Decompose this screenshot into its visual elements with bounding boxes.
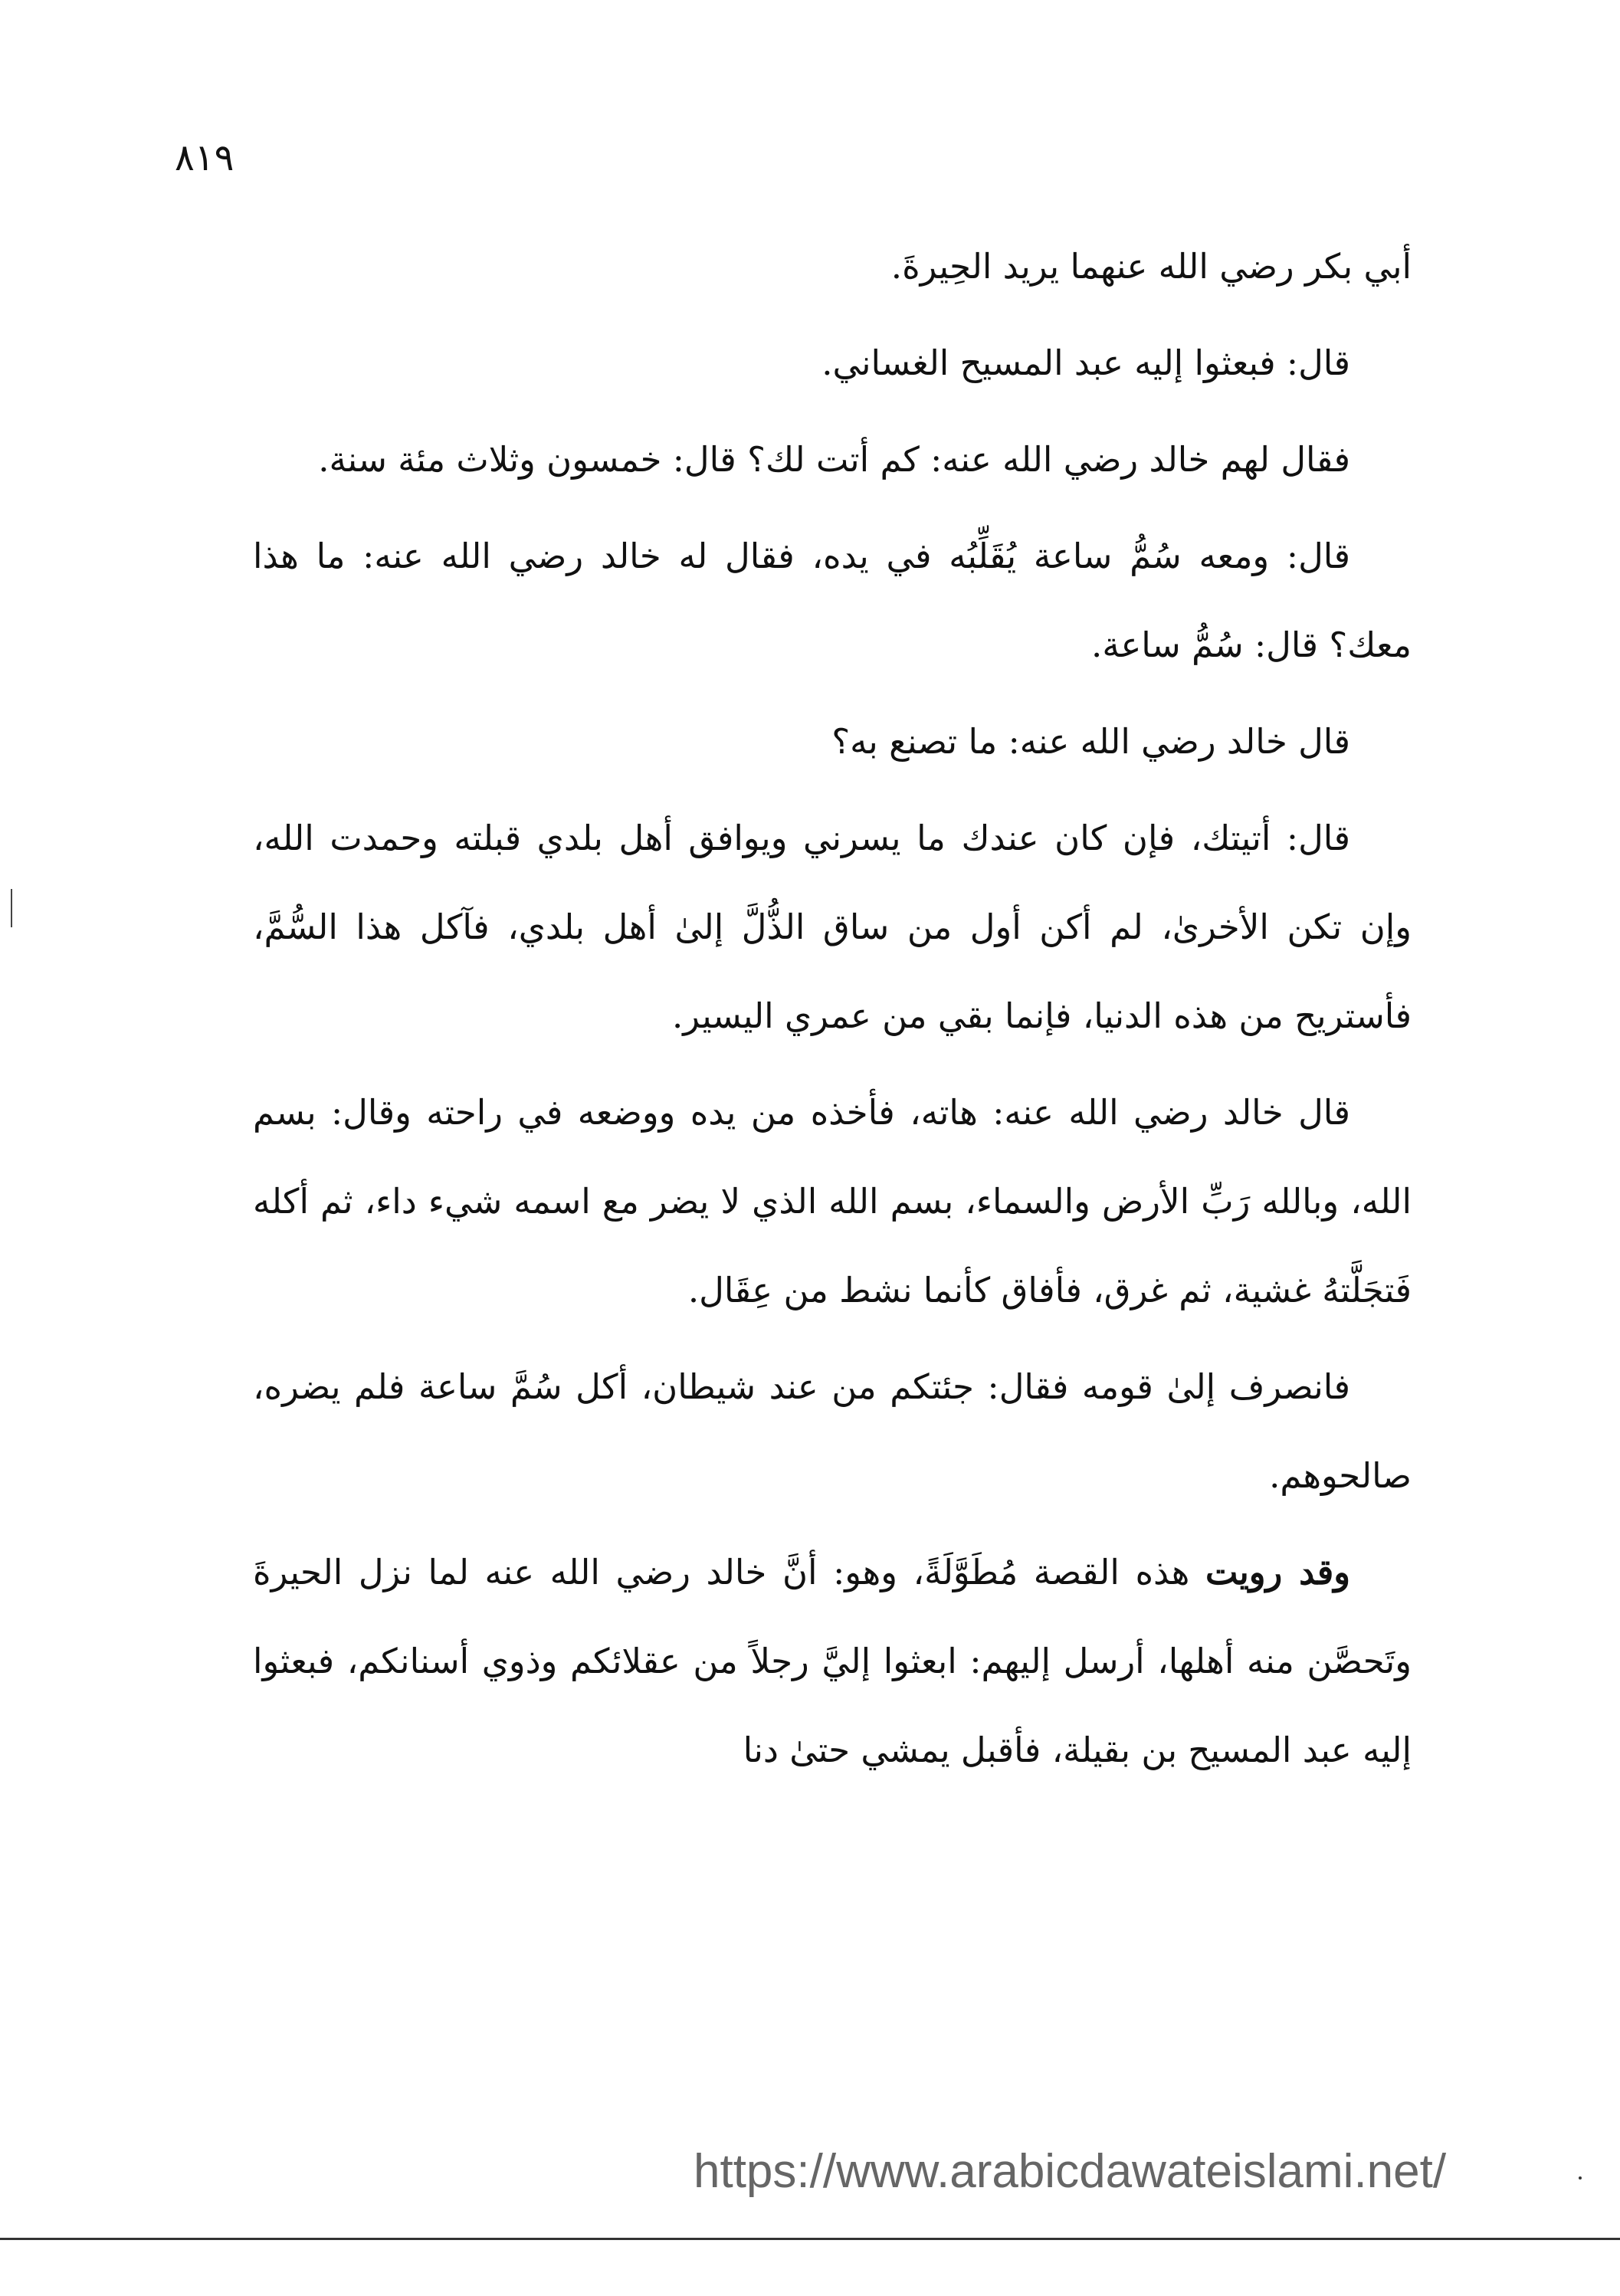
scan-edge-mark: [11, 889, 12, 927]
body-text: [253, 222, 1412, 1802]
paragraph-6: قال: أتيتك، فإن كان عندك ما يسرني ويوافق أهل بلدي قبلته وحمدت الله، وإن تكن الأخرىٰ، لم أكن أول من ساق الذُّلَّ إلىٰ أهل بلدي، فآكل هذا السُّمَّ، فأستريح من هذه الدنيا، فإنما بقي من عمري اليسير.: [253, 818, 1412, 1036]
paragraph-4: قال: ومعه سُمُّ ساعة يُقَلِّبُه في يده، فقال له خالد رضي الله عنه: ما هذا معك؟ قال: سُمُّ ساعة.: [253, 536, 1412, 665]
paragraph-1: أبي بكر رضي الله عنهما يريد الحِيرةَ.: [890, 246, 1412, 287]
paragraph-9-text: هذه القصة مُطَوَّلَةً، وهو: أنَّ خالد رضي الله عنه لما نزل الحيرةَ وتَحصَّن منه أهلها، أرسل إليهم: ابعثوا إليَّ رجلاً من عقلائكم وذوي أسنانكم، فبعثوا إليه عبد المسيح بن بقيلة، فأقبل يمشي حتىٰ دنا: [253, 1552, 1412, 1770]
scan-dot: [1579, 2176, 1582, 2180]
bottom-rule: [0, 2238, 1620, 2240]
paragraph-5: قال خالد رضي الله عنه: ما تصنع به؟: [831, 721, 1350, 762]
paragraph-8: فانصرف إلىٰ قومه فقال: جئتكم من عند شيطان، أكل سُمَّ ساعة فلم يضره، صالحوهم.: [253, 1366, 1412, 1496]
paragraph-9-lead: وقد رويت: [1205, 1552, 1351, 1592]
paragraph-3: فقال لهم خالد رضي الله عنه: كم أتت لك؟ قال: خمسون وثلاث مئة سنة.: [318, 439, 1350, 480]
page-number: ٨١٩: [175, 136, 234, 179]
paragraph-2: قال: فبعثوا إليه عبد المسيح الغساني.: [821, 343, 1350, 383]
source-url: https://www.arabicdawateislami.net/: [694, 2145, 1447, 2198]
paragraph-7: قال خالد رضي الله عنه: هاته، فأخذه من يده ووضعه في راحته وقال: بسم الله، وبالله رَبِّ الأرض والسماء، بسم الله الذي لا يضر مع اسمه شيء داء، ثم أكله فَتجَلَّتهُ غشية، ثم غرق، فأفاق كأنما نشط من عِقَال.: [253, 1092, 1412, 1310]
paragraph-9: [253, 1528, 1412, 1795]
